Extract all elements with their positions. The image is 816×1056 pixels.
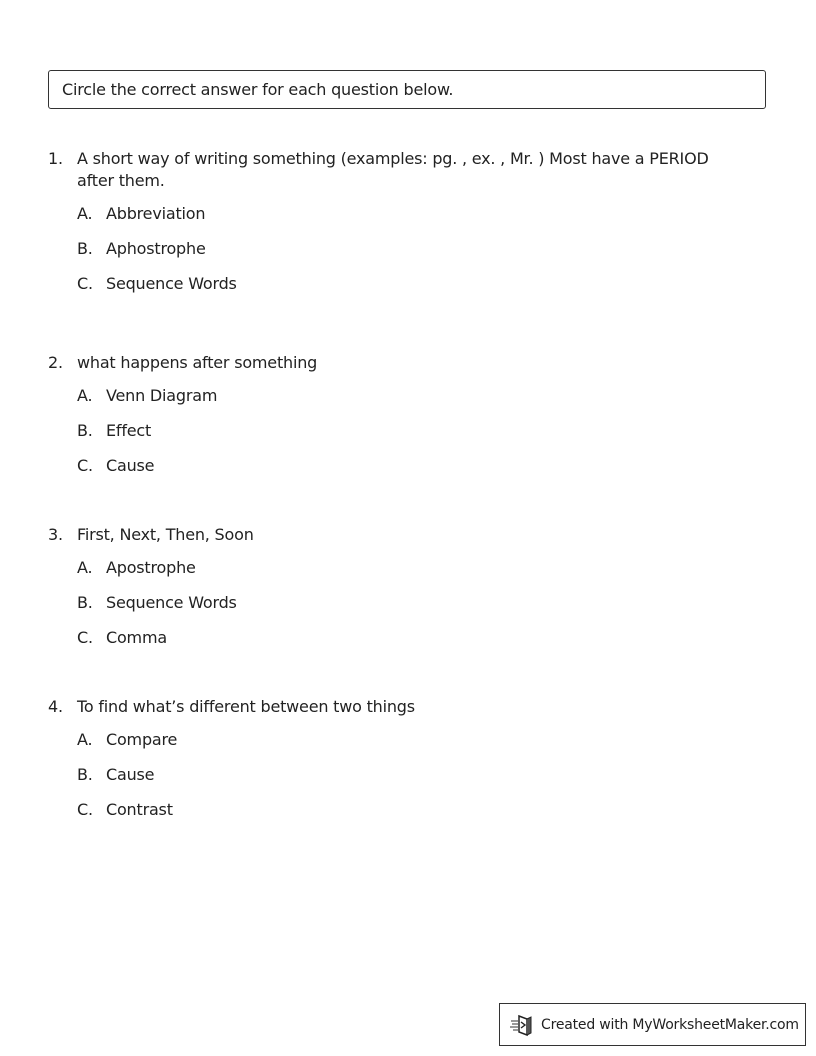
answer-options bbox=[48, 385, 748, 490]
question-number: 2. bbox=[48, 353, 63, 372]
question-text: To find what’s different between two things bbox=[77, 697, 415, 716]
option-letter: A. bbox=[77, 204, 93, 223]
answer-option-c[interactable] bbox=[77, 273, 748, 308]
option-letter: B. bbox=[77, 765, 93, 784]
option-letter: B. bbox=[77, 593, 93, 612]
option-text: Sequence Words bbox=[106, 274, 237, 293]
question-number: 1. bbox=[48, 149, 63, 168]
question-1 bbox=[48, 148, 748, 352]
answer-option-a[interactable] bbox=[77, 557, 748, 592]
option-letter: A. bbox=[77, 386, 93, 405]
option-text: Compare bbox=[106, 730, 178, 749]
question-number: 3. bbox=[48, 525, 63, 544]
option-letter: C. bbox=[77, 800, 93, 819]
question-text: First, Next, Then, Soon bbox=[77, 525, 254, 544]
option-text: Cause bbox=[106, 456, 155, 475]
question-text: what happens after something bbox=[77, 353, 318, 372]
option-text: Abbreviation bbox=[106, 204, 206, 223]
option-text: Cause bbox=[106, 765, 155, 784]
answer-option-b[interactable] bbox=[77, 764, 748, 799]
question-text: A short way of writing something (examples: pg. , ex. , Mr. ) Most have a PERIOD after them. bbox=[77, 149, 709, 190]
question-list bbox=[48, 148, 748, 868]
option-text: Apostrophe bbox=[106, 558, 196, 577]
answer-option-c[interactable] bbox=[77, 455, 748, 490]
answer-option-b[interactable] bbox=[77, 238, 748, 273]
option-text: Contrast bbox=[106, 800, 173, 819]
answer-options bbox=[48, 203, 748, 308]
worksheet-maker-logo-icon bbox=[510, 1013, 534, 1037]
answer-option-c[interactable] bbox=[77, 627, 748, 662]
option-letter: C. bbox=[77, 456, 93, 475]
question-2 bbox=[48, 352, 748, 524]
answer-option-a[interactable] bbox=[77, 385, 748, 420]
option-text: Effect bbox=[106, 421, 152, 440]
option-text: Venn Diagram bbox=[106, 386, 218, 405]
question-4 bbox=[48, 696, 748, 868]
option-text: Sequence Words bbox=[106, 593, 237, 612]
question-number: 4. bbox=[48, 697, 63, 716]
answer-option-b[interactable] bbox=[77, 592, 748, 627]
answer-option-a[interactable] bbox=[77, 729, 748, 764]
answer-option-b[interactable] bbox=[77, 420, 748, 455]
option-letter: C. bbox=[77, 628, 93, 647]
footer-credit[interactable] bbox=[499, 1003, 806, 1046]
option-letter: C. bbox=[77, 274, 93, 293]
option-letter: B. bbox=[77, 239, 93, 258]
option-text: Comma bbox=[106, 628, 167, 647]
option-letter: B. bbox=[77, 421, 93, 440]
instructions-box: Circle the correct answer for each question below. bbox=[48, 70, 766, 109]
option-letter: A. bbox=[77, 558, 93, 577]
answer-option-c[interactable] bbox=[77, 799, 748, 834]
question-3 bbox=[48, 524, 748, 696]
option-letter: A. bbox=[77, 730, 93, 749]
answer-options bbox=[48, 557, 748, 662]
footer-text: Created with MyWorksheetMaker.com bbox=[541, 1016, 799, 1033]
option-text: Aphostrophe bbox=[106, 239, 206, 258]
answer-options bbox=[48, 729, 748, 834]
answer-option-a[interactable] bbox=[77, 203, 748, 238]
